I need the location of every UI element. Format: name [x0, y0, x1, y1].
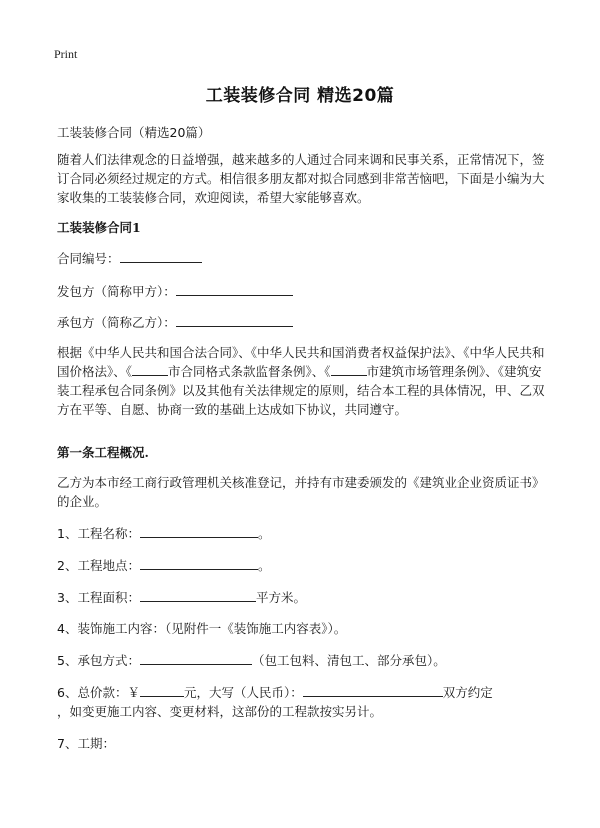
project-name-blank: [140, 524, 258, 538]
item3-suffix: 平方米。: [255, 590, 306, 605]
price-words-blank: [303, 683, 443, 697]
item6-mid: 元，大写（人民币）：: [183, 685, 303, 700]
section1-heading: 工装装修合同1: [57, 220, 141, 235]
item-contract-mode: [57, 651, 549, 670]
item1-label: 1、工程名称：: [57, 526, 140, 541]
item1-suffix: 。: [257, 526, 271, 541]
item-duration: 7、工期：: [57, 736, 115, 751]
item-project-area: [57, 588, 549, 607]
basis-text-1: 根据《中华人民共和国合法合同》、《中华人民共和国消费者权益保护法》、《中华人民共和国价格法》、《: [57, 345, 545, 379]
basis-paragraph: [57, 343, 549, 419]
party-b-line: [57, 313, 549, 332]
item6-label: 6、总价款：￥: [57, 685, 140, 700]
item2-label: 2、工程地点：: [57, 558, 140, 573]
document-subtitle: 工装装修合同（精选20篇）: [57, 125, 211, 140]
print-link[interactable]: Print: [54, 47, 78, 61]
price-number-blank: [140, 683, 184, 697]
article1-text: 乙方为本市经工商行政管理机关核准登记，并持有市建委颁发的《建筑业企业资质证书》的企业。: [57, 475, 545, 509]
project-area-blank: [140, 588, 256, 602]
item-project-name: [57, 524, 549, 543]
item-total-price: [57, 683, 549, 721]
basis-text-3: 市建筑市场管理条例》、《建筑安装工程承包合同条例》以及其他有关法律规定的原则，结合本工程的具体情况，甲、乙双方在平等、自愿、协商一致的基础上达成如下协议，共同遵守。: [57, 364, 545, 417]
party-b-label: 承包方（简称乙方）：: [57, 315, 176, 330]
item3-label: 3、工程面积：: [57, 590, 140, 605]
project-location-blank: [140, 556, 258, 570]
item2-suffix: 。: [257, 558, 271, 573]
item-construction-content: 4、装饰施工内容：（见附件一《装饰施工内容表》）。: [57, 621, 347, 636]
contract-number-line: [57, 249, 549, 268]
city-blank-1: [132, 362, 168, 376]
party-b-blank: [176, 313, 293, 327]
contract-mode-blank: [140, 651, 252, 665]
contract-number-blank: [120, 249, 202, 263]
basis-text-2: 市合同格式条款监督条例》、《: [168, 364, 331, 379]
party-a-blank: [176, 282, 293, 296]
intro-paragraph: 随着人们法律观念的日益增强，越来越多的人通过合同来调和民事关系，正常情况下，签订合同必须经过规定的方式。相信很多朋友都对拟合同感到非常苦恼吧，下面是小编为大家收集的工装装修合同，欢迎阅读，希望大家能够喜欢。: [57, 152, 545, 205]
item5-label: 5、承包方式：: [57, 653, 140, 668]
item-project-location: [57, 556, 549, 575]
item5-suffix: （包工包料、清包工、部分承包）。: [251, 653, 446, 668]
article1-heading: 第一条工程概况.: [57, 445, 149, 460]
item6-suffix: 双方约定: [442, 685, 493, 700]
party-a-label: 发包方（简称甲方）：: [57, 284, 176, 299]
city-blank-2: [331, 362, 367, 376]
document-title: 工装装修合同 精选20篇: [205, 86, 395, 106]
contract-number-label: 合同编号：: [57, 251, 120, 266]
item6-line2: ，如变更施工内容、变更材料，这部份的工程款按实另计。: [57, 704, 383, 719]
party-a-line: [57, 282, 549, 301]
